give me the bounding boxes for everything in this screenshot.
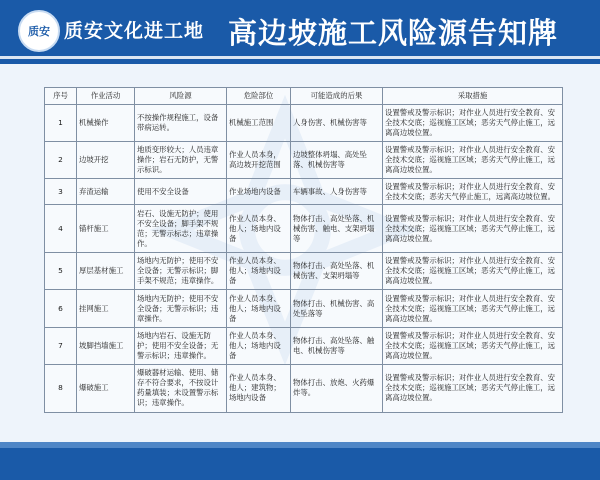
brand-name: 质安文化进工地 — [64, 20, 205, 42]
header-banner — [0, 0, 600, 64]
table-cell-measures: 设置警戒及警示标识；对作业人员进行安全教育、安全技术交底；巡视施工区域；恶劣天气停止施工，远离高边坡位置。 — [383, 105, 563, 142]
table-row — [45, 364, 563, 412]
table-cell-activity: 机械操作 — [77, 105, 135, 142]
table-cell-no: 3 — [45, 179, 77, 205]
table-cell-consequence: 物体打击、机械伤害、高处坠落等 — [291, 290, 383, 327]
table-cell-consequence: 车辆事故、人身伤害等 — [291, 179, 383, 205]
table-cell-consequence: 边坡整体坍塌、高处坠落、机械伤害等 — [291, 142, 383, 179]
table-cell-location: 作业人员本身，高边坡开挖范围 — [227, 142, 291, 179]
table-row — [45, 179, 563, 205]
table-cell-no: 4 — [45, 205, 77, 253]
table-row — [45, 142, 563, 179]
table-cell-no: 6 — [45, 290, 77, 327]
table-cell-source: 爆破器材运输、使用、储存不符合要求，不按设计药量填装；未设置警示标识；违章操作。 — [135, 364, 227, 412]
footer-bar — [0, 442, 600, 480]
column-header: 风险源 — [135, 88, 227, 105]
table-cell-consequence: 物体打击、高处坠落、机械伤害、触电、支架坍塌等 — [291, 205, 383, 253]
table-cell-no: 1 — [45, 105, 77, 142]
column-header: 作业活动 — [77, 88, 135, 105]
table-cell-no: 7 — [45, 327, 77, 364]
page-title: 高边坡施工风险源告知牌 — [228, 16, 559, 50]
table-cell-consequence: 物体打击、高处坠落、机械伤害、支架坍塌等 — [291, 253, 383, 290]
table-cell-no: 2 — [45, 142, 77, 179]
table-cell-location: 机械施工范围 — [227, 105, 291, 142]
table-cell-measures: 设置警戒及警示标识；对作业人员进行安全教育、安全技术交底；巡视施工区域；恶劣天气停止施工，远离高边坡位置。 — [383, 253, 563, 290]
table-cell-consequence: 物体打击、放炮、火药爆炸等。 — [291, 364, 383, 412]
table-cell-activity: 厚层基材施工 — [77, 253, 135, 290]
table-cell-measures: 设置警戒及警示标识；对作业人员进行安全教育、安全技术交底；恶劣天气停止施工，远离高边坡位置。 — [383, 179, 563, 205]
table-cell-location: 作业场地内设备 — [227, 179, 291, 205]
footer-edge — [0, 442, 600, 448]
table-header-row — [45, 88, 563, 105]
table-cell-activity: 坡脚挡墙施工 — [77, 327, 135, 364]
table-row — [45, 205, 563, 253]
column-header: 可能造成的后果 — [291, 88, 383, 105]
table-cell-measures: 设置警戒及警示标识；对作业人员进行安全教育、安全技术交底；巡视施工区域；恶劣天气停止施工，远离高边坡位置。 — [383, 142, 563, 179]
table-cell-location: 作业人员本身、他人；建筑物；场地内设备 — [227, 364, 291, 412]
table-cell-no: 8 — [45, 364, 77, 412]
table-cell-source: 不按操作规程施工，设备带病运转。 — [135, 105, 227, 142]
table-cell-consequence: 人身伤害、机械伤害等 — [291, 105, 383, 142]
table-cell-location: 作业人员本身、他人；场地内设备 — [227, 253, 291, 290]
risk-table — [44, 87, 563, 413]
table-cell-source: 地质变形较大；人员违章操作；岩石无防护，无警示标识。 — [135, 142, 227, 179]
table-cell-source: 使用不安全设备 — [135, 179, 227, 205]
table-cell-activity: 弃渣运输 — [77, 179, 135, 205]
table-row — [45, 327, 563, 364]
column-header: 采取措施 — [383, 88, 563, 105]
logo-badge — [18, 10, 60, 52]
table-cell-source: 场地内岩石、设施无防护；使用不安全设备；无警示标识；违章操作。 — [135, 327, 227, 364]
table-cell-activity: 挂网施工 — [77, 290, 135, 327]
table-cell-consequence: 物体打击、高处坠落、触电、机械伤害等 — [291, 327, 383, 364]
table-cell-no: 5 — [45, 253, 77, 290]
table-cell-activity: 爆破施工 — [77, 364, 135, 412]
table-cell-location: 作业人员本身、他人；场地内设备 — [227, 290, 291, 327]
table-row — [45, 105, 563, 142]
table-cell-measures: 设置警戒及警示标识；对作业人员进行安全教育、安全技术交底；巡视施工区域；恶劣天气停止施工，远离高边坡位置。 — [383, 327, 563, 364]
table-row — [45, 290, 563, 327]
table-cell-source: 岩石、设施无防护；使用不安全设备；脚手架不规范；无警示标志；违章操作。 — [135, 205, 227, 253]
table-cell-source: 场地内无防护；使用不安全设备；无警示标识；违章操作。 — [135, 290, 227, 327]
table-row — [45, 253, 563, 290]
table-cell-location: 作业人员本身、他人；场地内设备 — [227, 327, 291, 364]
table-cell-source: 场地内无防护；使用不安全设备；无警示标识；脚手架不规范；违章操作。 — [135, 253, 227, 290]
table-cell-location: 作业人员本身、他人；场地内设备 — [227, 205, 291, 253]
logo-text: 质安 — [28, 24, 50, 38]
column-header: 危险部位 — [227, 88, 291, 105]
table-cell-activity: 锚杆施工 — [77, 205, 135, 253]
table-cell-measures: 设置警戒及警示标识；对作业人员进行安全教育、安全技术交底；巡视施工区域；恶劣天气停止施工，远离高边坡位置。 — [383, 364, 563, 412]
header-divider — [0, 56, 600, 59]
column-header: 序号 — [45, 88, 77, 105]
table-cell-activity: 边坡开挖 — [77, 142, 135, 179]
table-cell-measures: 设置警戒及警示标识；对作业人员进行安全教育、安全技术交底；巡视施工区域；恶劣天气停止施工，远离高边坡位置。 — [383, 290, 563, 327]
table-cell-measures: 设置警戒及警示标识；对作业人员进行安全教育、安全技术交底；巡视施工区域；恶劣天气停止施工，远离高边坡位置。 — [383, 205, 563, 253]
